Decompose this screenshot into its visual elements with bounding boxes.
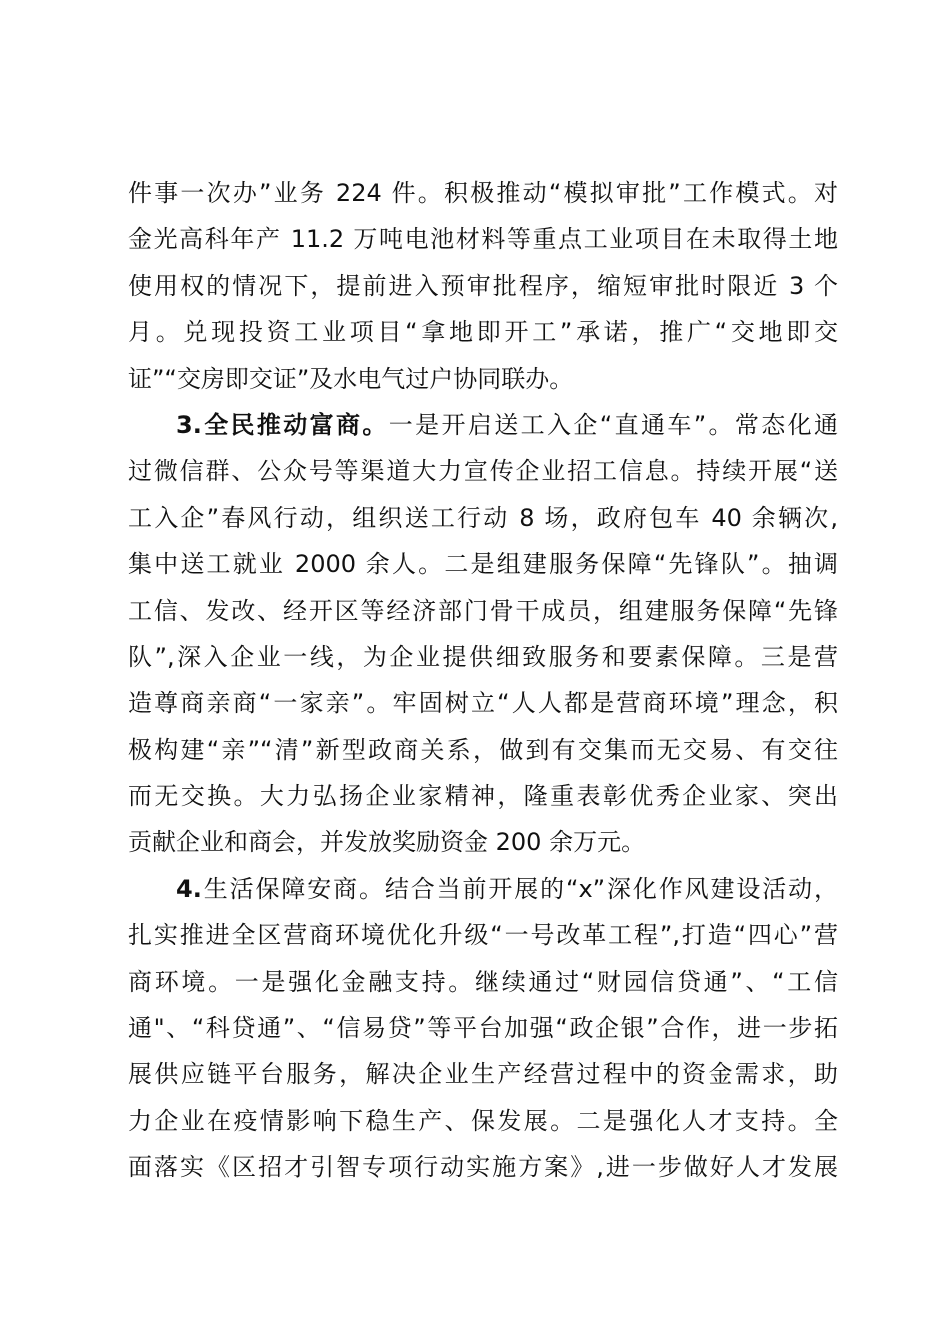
text-line: 证”“交房即交证”及水电气过户协同联办。 — [128, 364, 574, 393]
text-span: 生活保障安商。结合当前开展的“x”深化作风建设活动， — [201, 874, 838, 903]
text-line: 集中送工就业 2000 余人。二是组建服务保障“先锋队”。抽调 — [128, 550, 838, 579]
text-line: 月。兑现投资工业项目“拿地即开工”承诺，推广“交地即交 — [128, 318, 838, 347]
text-line: 通"、“科贷通”、“信易贷”等平台加强“政企银”合作，进一步拓 — [128, 1014, 838, 1043]
text-line: 金光高科年产 11.2 万吨电池材料等重点工业项目在未取得土地 — [128, 225, 838, 254]
section-number-4: 4. — [176, 874, 202, 903]
text-line: 件事一次办”业务 224 件。积极推动“模拟审批”工作模式。对 — [128, 179, 838, 207]
text-line: 工信、发改、经开区等经济部门骨干成员，组建服务保障“先锋 — [128, 596, 838, 625]
paragraph-4-first-line — [128, 866, 838, 912]
text-line: 力企业在疫情影响下稳生产、保发展。二是强化人才支持。全 — [128, 1106, 838, 1135]
section-heading-3: 3.全民推动富商。 — [176, 410, 389, 439]
text-span: 一是开启送工入企“直通车”。常态化通 — [388, 410, 838, 439]
text-line: 商环境。一是强化金融支持。继续通过“财园信贷通”、“工信 — [128, 967, 838, 996]
text-line: 过微信群、公众号等渠道大力宣传企业招工信息。持续开展“送 — [128, 457, 838, 486]
text-line: 展供应链平台服务，解决企业生产经营过程中的资金需求，助 — [128, 1060, 838, 1089]
text-line: 工入企”春风行动，组织送工行动 8 场，政府包车 40 余辆次, — [128, 503, 838, 532]
text-line: 使用权的情况下，提前进入预审批程序，缩短审批时限近 3 个 — [128, 271, 838, 300]
text-line: 队”,深入企业一线，为企业提供细致服务和要素保障。三是营 — [128, 642, 838, 671]
text-line: 极构建“亲”“清”新型政商关系，做到有交集而无交易、有交往 — [128, 735, 838, 764]
text-line: 面落实《区招才引智专项行动实施方案》,进一步做好人才发展 — [128, 1153, 838, 1182]
body-text — [128, 170, 838, 1191]
text-line: 造尊商亲商“一家亲”。牢固树立“人人都是营商环境”理念，积 — [128, 689, 838, 718]
paragraph-3-first-line — [128, 402, 838, 448]
text-line: 而无交换。大力弘扬企业家精神，隆重表彰优秀企业家、突出 — [128, 782, 838, 811]
text-line: 贡献企业和商会，并发放奖励资金 200 余万元。 — [128, 828, 646, 857]
text-line: 扎实推进全区营商环境优化升级“一号改革工程”,打造“四心”营 — [128, 921, 838, 950]
